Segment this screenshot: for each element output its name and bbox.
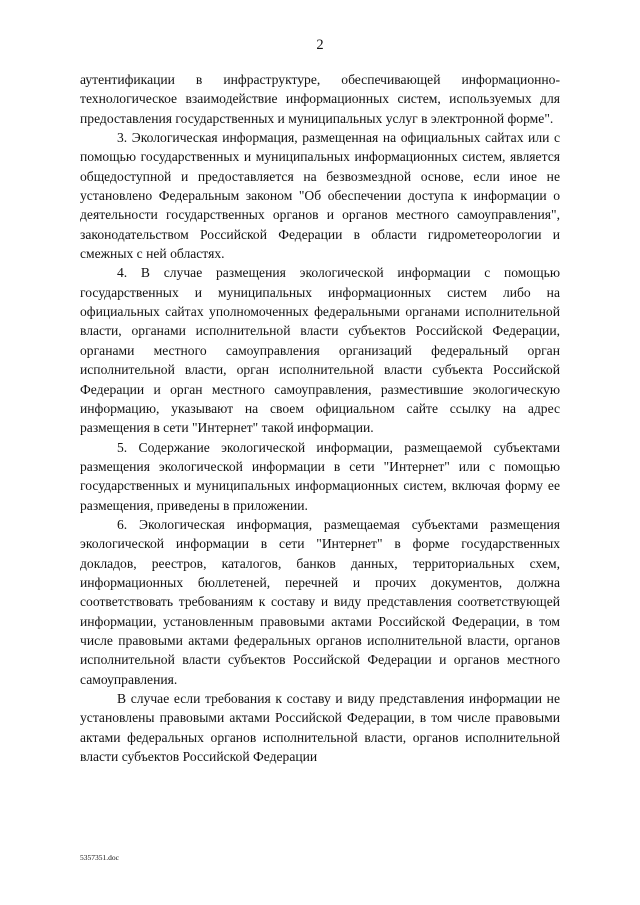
document-body <box>80 70 560 766</box>
paragraph-item-4: 4. В случае размещения экологической информации с помощью государственных и муниципальных информационных систем либо на официальных сайтах уполномоченных федеральными органами исполнительной власти, органами исполнительной власти субъектов Российской Федерации, органами местного самоуправления организаций федеральный орган исполнительной власти, орган исполнительной власти субъекта Российской Федерации и орган местного самоуправления, разместившие экологическую информацию, указывают на своем официальном сайте ссылку на адрес размещения в сети "Интернет" такой информации. <box>80 265 560 436</box>
paragraph-continuation: аутентификации в инфраструктуре, обеспечивающей информационно-технологическое взаимодействие информационных систем, используемых для предоставления государственных и муниципальных услуг в электронной форме". <box>80 72 560 126</box>
paragraph-item-6-continued: В случае если требования к составу и виду представления информации не установлены правовыми актами Российской Федерации, в том числе правовыми актами федеральных органов исполнительной власти, органов исполнительной власти субъектов Российской Федерации <box>80 691 560 765</box>
paragraph-item-5: 5. Содержание экологической информации, размещаемой субъектами размещения экологической информации в сети "Интернет" или с помощью государственных и муниципальных информационных систем, включая форму ее размещения, приведены в приложении. <box>80 439 560 513</box>
page-number: 2 <box>316 37 324 53</box>
paragraph-item-3: 3. Экологическая информация, размещенная на официальных сайтах или с помощью государственных и муниципальных информационных систем, является общедоступной и предоставляется на безвозмездной основе, если иное не установлено Федеральным законом "Об обеспечении доступа к информации о деятельности государственных органов и органов местного самоуправления", законодательством Российской Федерации в области гидрометеорологии и смежных с ней областях. <box>80 130 560 262</box>
paragraph-item-6: 6. Экологическая информация, размещаемая субъектами размещения экологической информации в сети "Интернет" в форме государственных докладов, реестров, каталогов, банков данных, территориальных схем, информационных бюллетеней, перечней и прочих документов, должна соответствовать требованиям к составу и виду представления соответствующей информации, установленным правовыми актами Российской Федерации, в том числе правовыми актами федеральных органов исполнительной власти, органов исполнительной власти субъектов Российской Федерации и органов местного самоуправления. <box>80 516 560 687</box>
document-file-id: 5357351.doc <box>80 853 119 862</box>
